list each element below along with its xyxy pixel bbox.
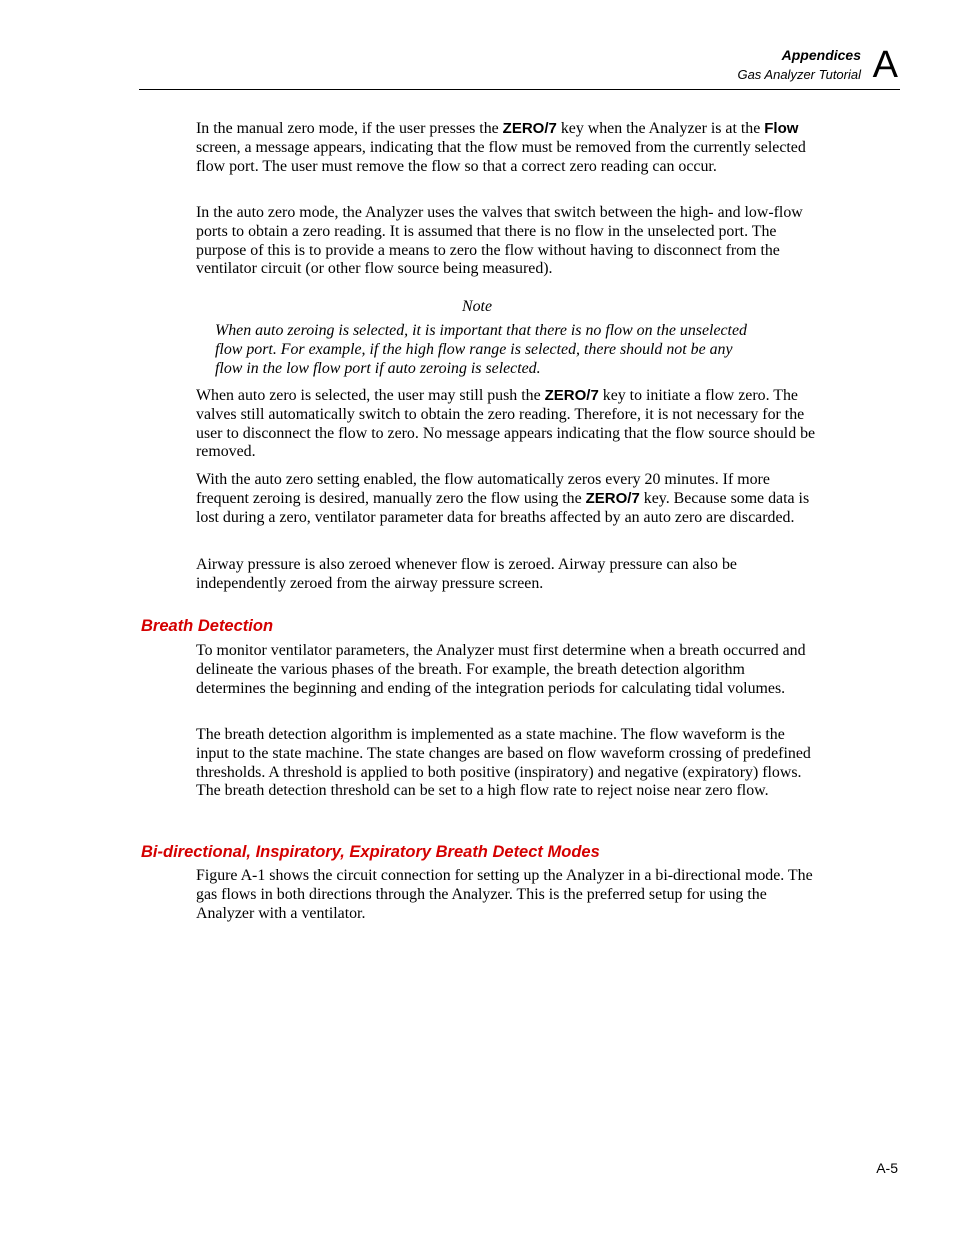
paragraph-auto-zero-push — [196, 387, 818, 462]
header-title: Appendices — [781, 47, 861, 63]
text-run: key when the Analyzer is at the — [556, 120, 765, 137]
paragraph-state-machine: The breath detection algorithm is implemented as a state machine. The flow waveform is the input to the state machine. The state changes are based on flow waveform crossing of predefined thresholds. A threshold is applied to both positive (inspiratory) and negative (expiratory) flows. The breath detection threshold can be set to a high flow rate to reject noise near zero flow. — [196, 726, 811, 800]
paragraph-figure-a1: Figure A-1 shows the circuit connection for setting up the Analyzer in a bi-directional mode. The gas flows in both directions through the Analyzer. This is the preferred setup for using the Analyzer with a ventilator. — [196, 867, 813, 922]
page-header — [139, 45, 900, 90]
text-run: With the auto zero setting enabled, the flow automatically zeros every 20 minutes. If more frequent zeroing is desired, manually zero the flow using the — [196, 471, 770, 507]
text-run: In the manual zero mode, if the user presses the — [196, 120, 503, 137]
paragraph-breath-monitor: To monitor ventilator parameters, the Analyzer must first determine when a breath occurred and delineate the various phases of the breath. For example, the breath detection algorithm determines the beginning and ending of the integration periods for calculating tidal volumes. — [196, 642, 806, 697]
text-run: screen, a message appears, indicating that the flow must be removed from the currently selected flow port. The user must remove the flow so that a correct zero reading can occur. — [196, 138, 806, 175]
paragraph-airway-pressure: Airway pressure is also zeroed whenever flow is zeroed. Airway pressure can also be independently zeroed from the airway pressure screen. — [196, 556, 737, 592]
heading-breath-detection: Breath Detection — [141, 617, 274, 635]
paragraph-auto-zero: In the auto zero mode, the Analyzer uses the valves that switch between the high- and low-flow ports to obtain a zero reading. It is assumed that there is no flow in the unselected port. The purpose of this is to provide a means to zero the flow without having to disconnect from the ventilator circuit (or other flow source being measured). — [196, 204, 803, 278]
paragraph-manual-zero — [196, 120, 818, 176]
heading-detect-modes: Bi-directional, Inspiratory, Expiratory Breath Detect Modes — [141, 843, 600, 861]
key-zero-7: ZERO/7 — [585, 489, 640, 507]
header-subtitle: Gas Analyzer Tutorial — [737, 67, 861, 82]
key-flow: Flow — [764, 120, 799, 137]
text-run: key to initiate a flow zero. The valves still automatically switch to obtain the zero reading. Therefore, it is not necessary for the user to disconnect the flow to zero. No message appears indicating that the flow source should be removed. — [196, 387, 816, 461]
note-text: When auto zeroing is selected, it is important that there is no flow on the unselected flow port. For example, if the high flow range is selected, there should not be any flow in the low flow port if auto zeroing is selected. — [215, 322, 747, 377]
appendix-letter: A — [872, 44, 898, 86]
paragraph-auto-zero-interval — [196, 471, 818, 527]
note-title: Note — [461, 298, 492, 315]
page-number: A-5 — [876, 1160, 898, 1176]
key-zero-7: ZERO/7 — [502, 120, 557, 137]
text-run: key. Because some data is lost during a zero, ventilator parameter data for breaths affected by an auto zero are discarded. — [196, 489, 810, 526]
key-zero-7: ZERO/7 — [544, 387, 599, 404]
text-run: When auto zero is selected, the user may still push the — [196, 387, 545, 404]
